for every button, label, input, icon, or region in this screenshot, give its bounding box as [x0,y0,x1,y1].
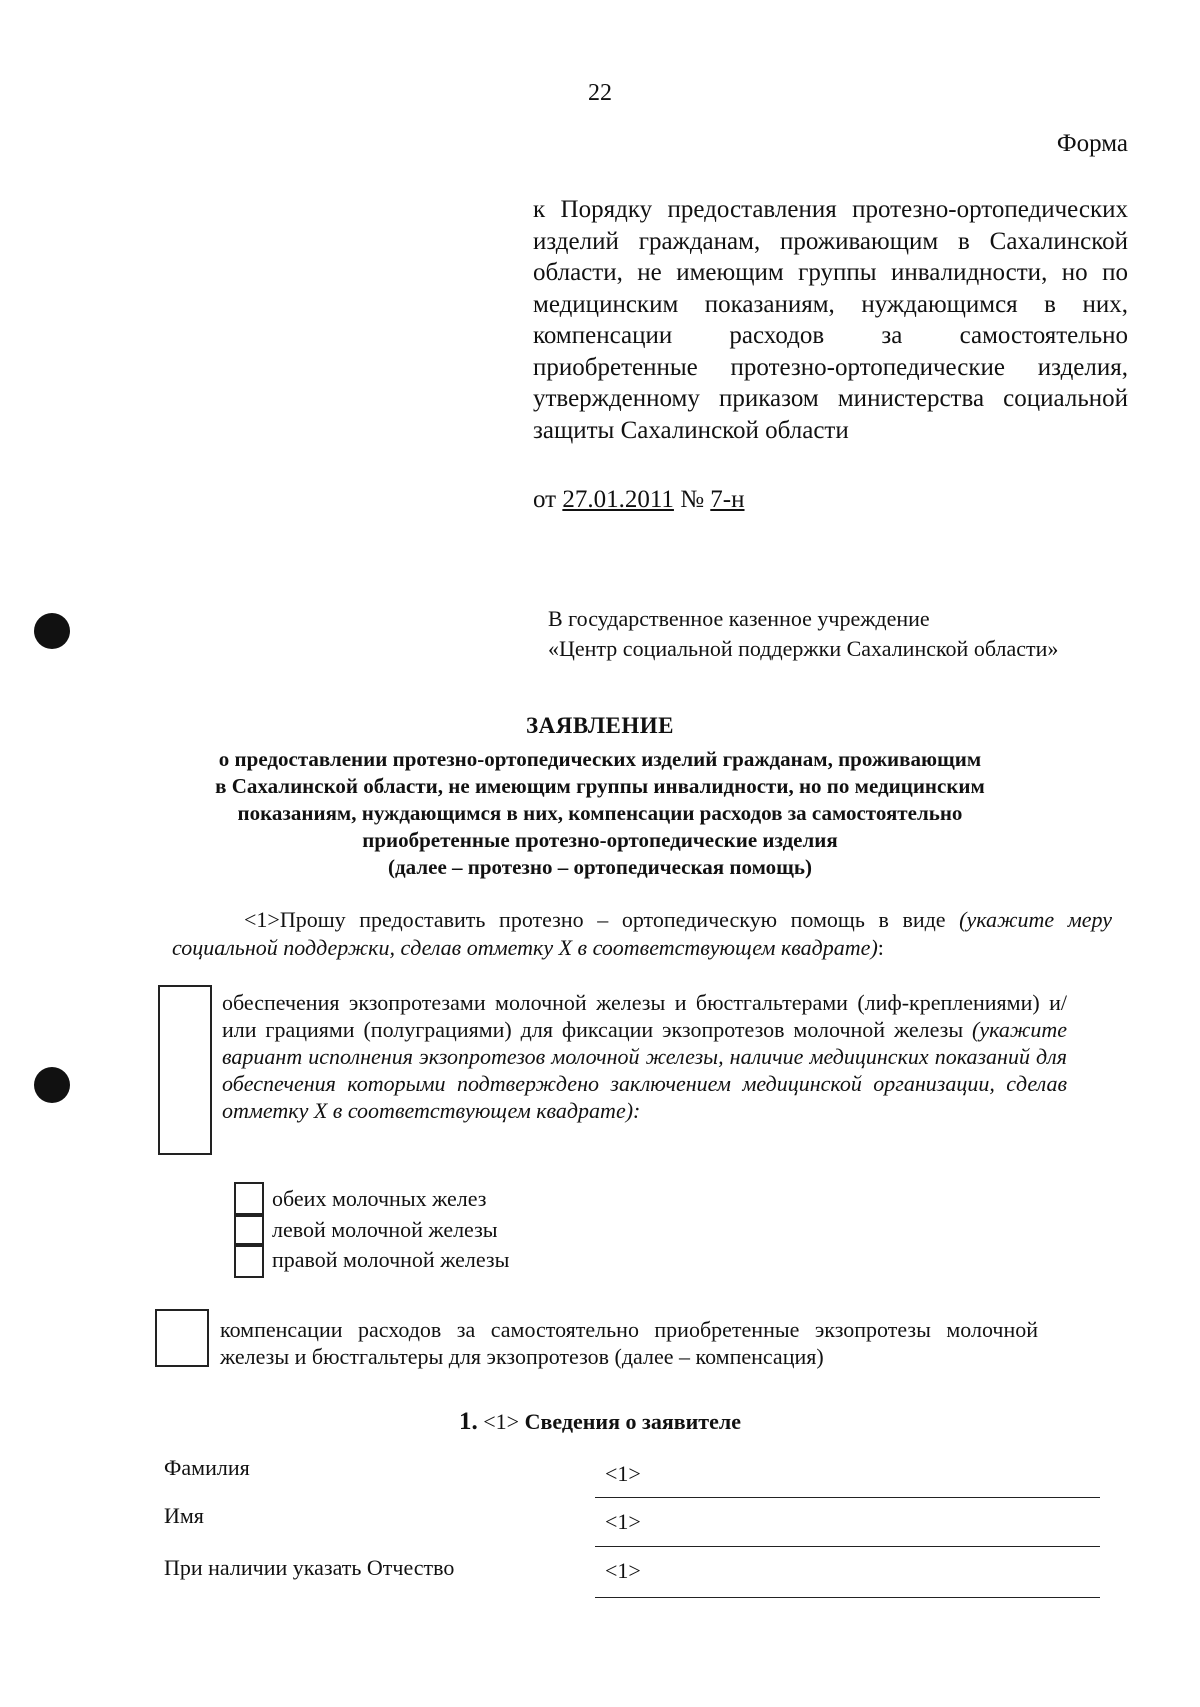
addressee [548,604,1058,664]
sub-option-checkbox-right[interactable] [234,1243,264,1278]
form-label: Форма [1056,130,1128,157]
sub-option-checkbox-both[interactable] [234,1182,264,1217]
addressee-line-2: «Центр социальной поддержки Сахалинской области» [548,636,1059,661]
annex-number-sign: № [680,486,705,513]
request-paragraph [172,906,1112,962]
field-value-surname[interactable]: <1> [605,1461,641,1486]
field-label-patronymic: При наличии указать Отчество [164,1555,455,1580]
field-value-patronymic[interactable]: <1> [605,1558,641,1583]
request-text: <1>Прошу предоставить протезно – ортопедическую помощь в виде [244,907,960,932]
supply-option-text [222,989,1067,1124]
statement-line-5: (далее – протезно – ортопедическая помощь) [388,855,812,879]
sub-option-label-left: левой молочной железы [272,1217,498,1242]
request-end: : [877,935,884,960]
annex-date-line [533,486,745,514]
section-1-tag: <1> [483,1409,520,1434]
supply-hint: (укажите вариант исполнения экзопротезов молочной железы, наличие медицинских показаний для обеспечения которыми подтверждено заключением медицинской организации, сделав отметку X в соответствующем квадрате): [222,1017,1067,1123]
statement-subtitle [150,746,1050,881]
statement-title: ЗАЯВЛЕНИЕ [526,713,674,738]
punch-hole-bottom [34,1067,70,1103]
section-1-number: 1. [459,1408,478,1435]
annex-date-prefix: от [533,486,557,513]
request-hint: (укажите меру социальной поддержки, сделав отметку X в соответствующем квадрате) [172,907,1112,960]
field-underline-name [595,1546,1100,1547]
supply-checkbox[interactable] [158,985,212,1155]
statement-line-3: показаниям, нуждающимся в них, компенсации расходов за самостоятельно [237,801,963,825]
compensation-option-text: компенсации расходов за самостоятельно приобретенные экзопротезы молочной железы и бюстгальтеры для экзопротезов (далее – компенсация) [220,1317,1038,1369]
annex-number: 7-н [710,486,745,513]
sub-option-label-both: обеих молочных желез [272,1186,487,1211]
statement-line-1: о предоставлении протезно-ортопедических изделий гражданам, проживающим [218,747,982,771]
statement-line-2: в Сахалинской области, не имеющим группы инвалидности, но по медицинским [215,774,985,798]
annex-text: к Порядку предоставления протезно-ортопедических изделий гражданам, проживающим в Сахалинской области, не имеющим группы инвалидности, но по медицинским показаниям, нуждающимся в них, компенсации расходов за самостоятельно приобретенные протезно-ортопедические изделия, утвержденному приказом министерства социальной защиты Сахалинской области [533,196,1128,444]
sub-option-checkbox-left[interactable] [234,1213,264,1247]
sub-option-label-right: правой молочной железы [272,1247,510,1272]
punch-hole-top [34,613,70,649]
annex-date: 27.01.2011 [562,486,674,513]
section-1-title [0,1408,1200,1436]
field-underline-patronymic [595,1597,1100,1598]
section-1-heading: Сведения о заявителе [524,1409,741,1434]
statement-line-4: приобретенные протезно-ортопедические изделия [362,828,838,852]
field-underline-surname [595,1497,1100,1498]
page-number: 22 [588,80,612,106]
compensation-checkbox[interactable] [155,1309,209,1367]
field-value-name[interactable]: <1> [605,1509,641,1534]
supply-text: обеспечения экзопротезами молочной железы и бюстгальтерами (лиф-креплениями) и/или грациями (полуграциями) для фиксации экзопротезов молочной железы [222,990,1067,1042]
addressee-line-1: В государственное казенное учреждение [548,606,930,631]
field-label-name: Имя [164,1503,204,1528]
field-label-surname: Фамилия [164,1455,250,1480]
